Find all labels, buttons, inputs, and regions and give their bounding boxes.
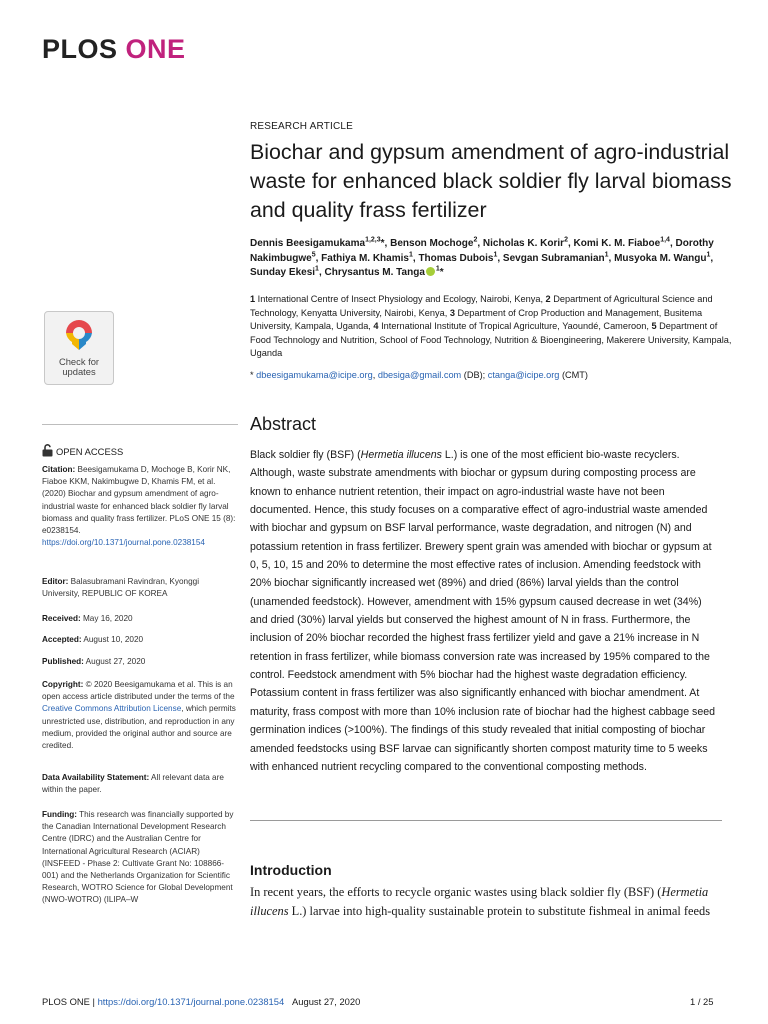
author-name-text: Dorothy Nakimbugwe bbox=[250, 238, 714, 264]
email-separator: , bbox=[372, 370, 378, 380]
correspondence bbox=[250, 370, 740, 380]
affiliation-item bbox=[250, 294, 546, 304]
crossmark-icon bbox=[64, 318, 94, 352]
open-lock-icon bbox=[42, 444, 53, 457]
affiliations bbox=[250, 293, 740, 361]
affiliation-number: 5 bbox=[651, 321, 657, 332]
published-date bbox=[42, 656, 238, 668]
page-number: 1 / 25 bbox=[690, 996, 714, 1007]
email-link-3[interactable]: ctanga@icipe.org bbox=[487, 370, 560, 380]
editor-label: Editor: bbox=[42, 577, 69, 586]
author-name-text: Chrysantus M. Tanga bbox=[324, 267, 425, 278]
intro-species-name: Hermetia illucens bbox=[250, 885, 709, 918]
abstract-text-start: Black soldier fly (BSF) ( bbox=[250, 449, 361, 461]
intro-text-start: In recent years, the efforts to recycle organic wastes using black soldier fly (BSF) ( bbox=[250, 885, 662, 899]
affiliation-text: Department of Agricultural Science and Technology, Kenyatta University, Nairobi, Kenya, bbox=[250, 294, 713, 318]
citation-doi-link[interactable]: https://doi.org/10.1371/journal.pone.0238154 bbox=[42, 538, 205, 548]
author-name bbox=[503, 253, 609, 264]
author-affiliation-marker: 1 bbox=[435, 265, 440, 273]
author-affiliation-marker: 5 bbox=[311, 251, 316, 259]
affiliation-text: Department of Food Technology and Nutrition, School of Food Technology, Nutrition & Bioengineering, Makerere University, Kampala, Uganda bbox=[250, 321, 732, 359]
author-name bbox=[325, 267, 444, 278]
editor-block bbox=[42, 576, 238, 600]
footer-journal: PLOS ONE bbox=[42, 996, 90, 1007]
copyright-text-end: , which permits unrestricted use, distribution, and reproduction in any medium, provided the original author and source are credited. bbox=[42, 704, 236, 751]
author-name-text: Thomas Dubois bbox=[418, 252, 494, 264]
accepted-date bbox=[42, 634, 238, 646]
author-name bbox=[250, 238, 385, 249]
correspondence-star: * bbox=[250, 370, 254, 380]
affiliation-item bbox=[373, 321, 651, 331]
data-availability-label: Data Availability Statement: bbox=[42, 773, 150, 782]
funding-block bbox=[42, 809, 238, 907]
author-name bbox=[250, 267, 319, 278]
author-name-text: Musyoka M. Wangu bbox=[614, 252, 707, 264]
creative-commons-link[interactable]: Creative Commons Attribution License bbox=[42, 704, 182, 714]
affiliation-number: 1 bbox=[250, 294, 256, 304]
author-name bbox=[321, 253, 413, 264]
copyright-text-start: © 2020 Beesigamukama et al. This is an open access article distributed under the terms of the bbox=[42, 680, 235, 702]
accepted-label: Accepted: bbox=[42, 635, 82, 644]
author-name-text: Nicholas K. Korir bbox=[482, 238, 565, 249]
author-name-text: Sunday Ekesi bbox=[250, 267, 316, 278]
author-affiliation-marker: 1 bbox=[604, 251, 609, 259]
author-name-text: Komi K. M. Fiaboe bbox=[573, 238, 661, 249]
abstract-species-name: Hermetia illucens bbox=[360, 449, 442, 461]
page-footer bbox=[42, 996, 360, 1007]
author-affiliation-marker: 1 bbox=[315, 265, 319, 273]
section-divider bbox=[250, 820, 722, 821]
affiliation-number: 4 bbox=[373, 321, 379, 332]
received-label: Received: bbox=[42, 614, 81, 623]
affiliation-text: Department of Crop Production and Management, Busitema University, Kampala, Uganda, bbox=[250, 307, 703, 332]
article-title: Biochar and gypsum amendment of agro-industrial waste for enhanced black soldier fly larval biomass and quality frass fertilizer bbox=[250, 140, 732, 222]
email-link-1[interactable]: dbeesigamukama@icipe.org bbox=[256, 370, 373, 380]
corresponding-author-mark: * bbox=[380, 238, 385, 249]
author-name bbox=[390, 238, 477, 249]
email-link-2[interactable]: dbesiga@gmail.com bbox=[377, 370, 462, 380]
sidebar-divider bbox=[42, 424, 238, 425]
introduction-heading: Introduction bbox=[250, 862, 332, 878]
footer-doi-link[interactable]: https://doi.org/10.1371/journal.pone.0238154 bbox=[97, 996, 285, 1007]
author-affiliation-marker: 1 bbox=[706, 251, 711, 259]
published-text: August 27, 2020 bbox=[83, 657, 146, 666]
author-name bbox=[574, 238, 670, 249]
received-text: May 16, 2020 bbox=[80, 614, 133, 623]
copyright-block bbox=[42, 679, 238, 752]
abstract-body bbox=[250, 446, 722, 776]
accepted-text: August 10, 2020 bbox=[81, 635, 144, 644]
author-name-text: Sevgan Subramanian bbox=[502, 252, 605, 264]
author-name-text: Benson Mochoge bbox=[390, 238, 474, 249]
email-note-2: (CMT) bbox=[559, 370, 588, 380]
author-name-text: Dennis Beesigamukama bbox=[250, 238, 366, 249]
footer-date: August 27, 2020 bbox=[292, 996, 361, 1007]
citation-block bbox=[42, 464, 238, 549]
author-affiliation-marker: 1,2,3 bbox=[365, 236, 381, 244]
editor-text: Balasubramani Ravindran, Kyonggi University, REPUBLIC OF KOREA bbox=[42, 577, 200, 599]
logo-one: ONE bbox=[125, 34, 186, 64]
open-access-text: OPEN ACCESS bbox=[56, 446, 124, 457]
abstract-text-rest: L.) is one of the most efficient bio-waste recyclers. Although, waste substrate amendments with biochar or gypsum during composting process are known to enhance nutrient retention, their impact on agro-industrial waste have not been documented. Hence, this study focuses on a comparative effect of agro-industrial waste amended with biochar and gypsum on BSF larval performance, waste degradation, and nitrogen (N) and potassium retention in frass fertilizer. Brewery spent grain was amended with biochar or gypsum at 0, 5, 10, 15 and 20% to determine the most effective rates of inclusion. Amending feedstock with 20% biochar significantly increased wet (89%) and dried (86%) larval yields than the control (unamended feedstock). However, amendment with 15% gypsum caused decrease in wet (34%) and dried (30%) larval yields but conserved the highest amount of N in frass. Furthermore, the inclusion of 20% biochar recorded the highest frass fertilizer yield and gave a 21% increase in N retention in frass fertilizer, while biomass conversion rate was increased by 195% compared to the control. Feedstock amendment with 5% biochar had the highest waste degradation efficiency. Potassium content in frass fertilizer was also significantly enhanced with biochar amendment. At maturity, frass compost with more than 10% inclusion rate of biochar had the highest cabbage seed germination indices (>100%). The findings of this study revealed that initial composting of biochar amended feedstocks using BSF larvae can significantly shorten compost maturity time to 5 weeks with enhanced nutrient recycling compared to the conventional composting methods. bbox=[250, 449, 716, 773]
published-label: Published: bbox=[42, 657, 84, 666]
data-availability-text: All relevant data are within the paper. bbox=[42, 773, 224, 795]
funding-text: This research was financially supported by the Canadian International Development Research Centre (IDRC) and the Australian Centre for International Agricultural Research (ACIAR) (INSFEED - Phase 2: Cultivate Grant No: 108866-001) and the Netherlands Organization for Scientific Research, WOTRO Science for Global Development (NWO-WOTRO) (ILIPA–W bbox=[42, 810, 234, 905]
intro-text-rest: L.) larvae into high-quality sustainable protein to substitute fishmeal in animal feeds bbox=[288, 904, 711, 918]
footer-separator: | bbox=[89, 996, 98, 1007]
author-affiliation-marker: 2 bbox=[473, 236, 478, 244]
affiliation-number: 3 bbox=[449, 307, 455, 318]
logo-plos: PLOS bbox=[42, 34, 118, 64]
affiliation-text: International Institute of Tropical Agriculture, Yaoundé, Cameroon, bbox=[378, 321, 652, 332]
author-name-text: Fathiya M. Khamis bbox=[321, 252, 409, 264]
data-availability-block bbox=[42, 772, 238, 796]
corresponding-author-mark: * bbox=[439, 267, 444, 278]
orcid-icon[interactable] bbox=[426, 267, 435, 276]
funding-label: Funding: bbox=[42, 810, 78, 819]
author-name bbox=[483, 238, 568, 249]
article-type: RESEARCH ARTICLE bbox=[250, 121, 354, 132]
citation-label: Citation: bbox=[42, 465, 76, 474]
check-for-updates-badge[interactable] bbox=[44, 311, 114, 385]
abstract-heading: Abstract bbox=[250, 414, 317, 434]
copyright-label: Copyright: bbox=[42, 680, 84, 689]
author-affiliation-marker: 1 bbox=[493, 251, 498, 259]
author-affiliation-marker: 1 bbox=[408, 251, 413, 259]
author-name bbox=[614, 253, 710, 264]
introduction-body bbox=[250, 883, 722, 921]
check-for-updates-label: Check for updates bbox=[58, 356, 100, 377]
author-affiliation-marker: 2 bbox=[564, 236, 568, 244]
journal-logo[interactable] bbox=[42, 36, 186, 63]
author-list: Dennis Beesigamukama$^{1,2,3}$*, Benson Mochoge$^2$, Nicholas K. Korir$^2$, Komi K. M. Fiaboe$^{1,4}$, Dorothy Nakimbugwe$^5$, Fathiya M. Khamis$^1$, Thomas Dubois$^1$, Sevgan Subramanian$^1$, Musyoka M. Wangu$^1$, Sunday Ekesi$^1$, Chrysantus M. Tanga $^1$* bbox=[250, 236, 714, 278]
email-note-1: (DB); bbox=[461, 370, 488, 380]
open-access-label bbox=[42, 444, 123, 457]
affiliation-number: 2 bbox=[545, 294, 551, 304]
citation-text: Beesigamukama D, Mochoge B, Korir NK, Fiaboe KKM, Nakimbugwe D, Khamis FM, et al. (2020) Biochar and gypsum amendment of agro-industrial waste for enhanced black soldier fly larval biomass and quality frass fertilizer. PLoS ONE 15 (8): e0238154. bbox=[42, 465, 236, 536]
affiliation-text: International Centre of Insect Physiology and Ecology, Nairobi, Kenya, bbox=[255, 294, 546, 304]
author-name bbox=[418, 253, 497, 264]
author-affiliation-marker: 1,4 bbox=[660, 236, 670, 244]
received-date bbox=[42, 613, 238, 625]
